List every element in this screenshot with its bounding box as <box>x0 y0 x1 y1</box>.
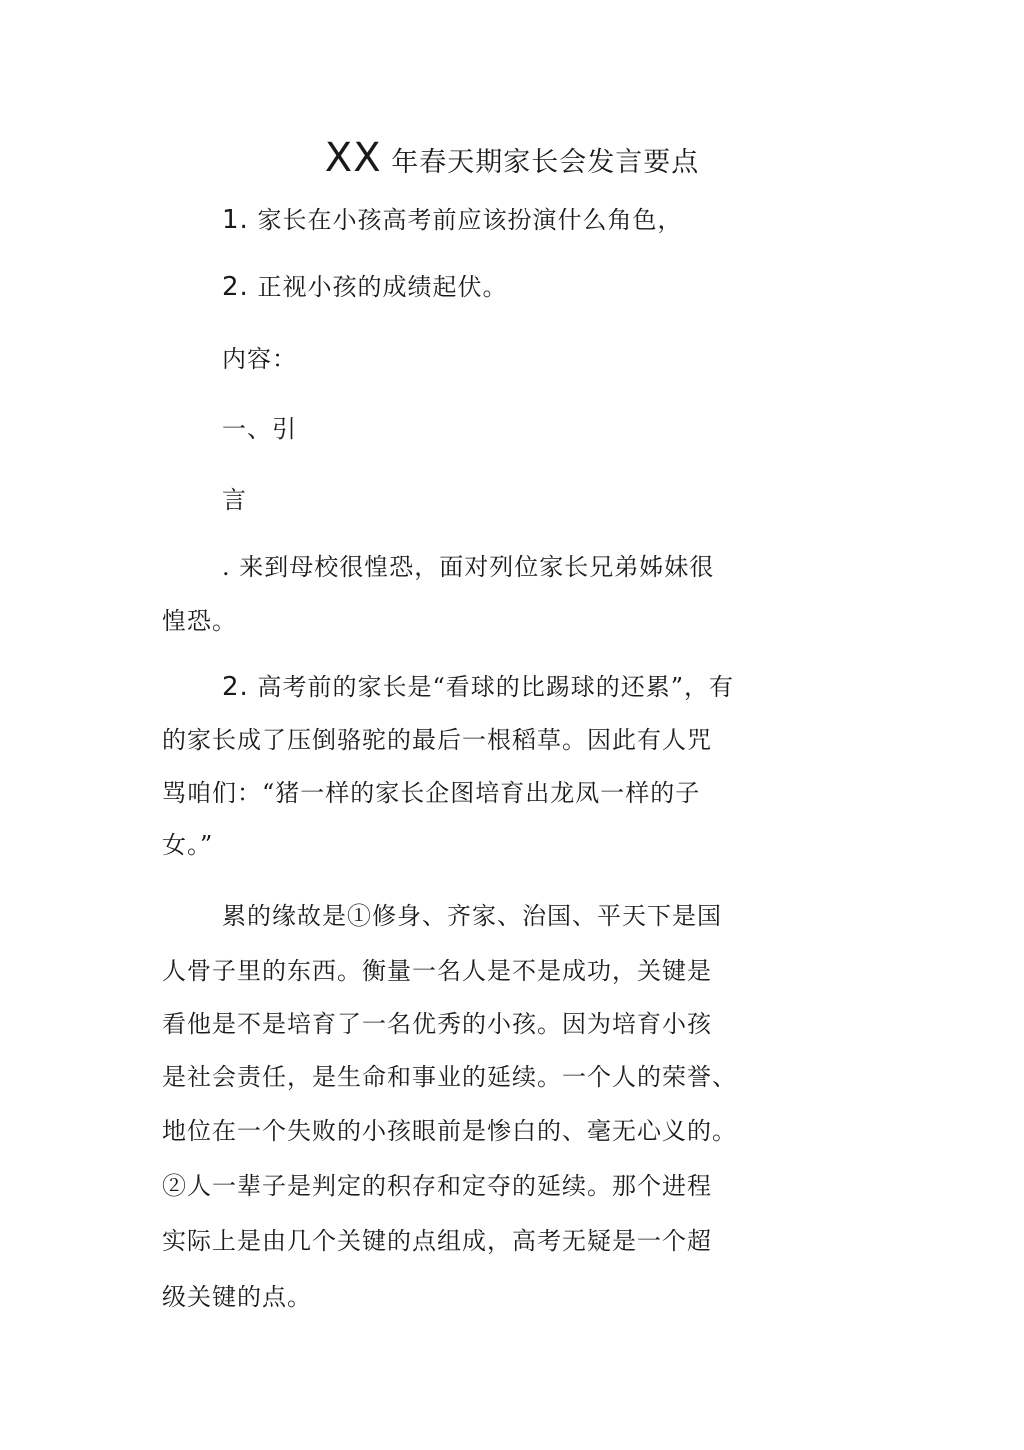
para3-line3: 看他是不是培育了一名优秀的小孩。因为培育小孩 <box>162 1010 712 1038</box>
para2-number: 2. <box>222 672 249 702</box>
content-label: 内容： <box>222 345 297 373</box>
section-heading-part1: 一、引 <box>222 415 297 443</box>
para3-line7: 实际上是由几个关键的点组成，高考无疑是一个超 <box>162 1227 712 1255</box>
para2-line3: 骂咱们：“猪一样的家长企图培育出龙凤一样的子 <box>162 779 701 807</box>
point-text: 正视小孩的成绩起伏。 <box>257 273 508 301</box>
point-number: 1. <box>222 205 249 235</box>
point-2 <box>222 269 507 305</box>
para2-line1-text: 高考前的家长是“看球的比踢球的还累”，有 <box>257 673 734 701</box>
para2-line4: 女。” <box>162 831 214 859</box>
para1-line2: 惶恐。 <box>162 607 237 635</box>
para3-line5: 地位在一个失败的小孩眼前是惨白的、毫无心义的。 <box>162 1117 737 1145</box>
point-text: 家长在小孩高考前应该扮演什么角色， <box>257 206 683 234</box>
para2-line1 <box>222 669 734 705</box>
document-title <box>0 134 1024 187</box>
para2-line2: 的家长成了压倒骆驼的最后一根稻草。因此有人咒 <box>162 726 712 754</box>
point-1 <box>222 202 682 238</box>
para3-line6: ②人一辈子是判定的积存和定夺的延续。那个进程 <box>162 1172 712 1200</box>
title-text: 年春天期家长会发言要点 <box>391 147 700 178</box>
para3-line2: 人骨子里的东西。衡量一名人是不是成功，关键是 <box>162 957 712 985</box>
title-prefix: XX <box>324 135 382 181</box>
para3-line1: 累的缘故是①修身、齐家、治国、平天下是国 <box>222 902 722 930</box>
para3-line4: 是社会责任，是生命和事业的延续。一个人的荣誉、 <box>162 1063 737 1091</box>
para1-line1: . 来到母校很惶恐，面对列位家长兄弟姊妹很 <box>222 553 715 581</box>
para3-line8: 级关键的点。 <box>162 1283 312 1311</box>
section-heading-part2: 言 <box>222 486 247 514</box>
point-number: 2. <box>222 272 249 302</box>
